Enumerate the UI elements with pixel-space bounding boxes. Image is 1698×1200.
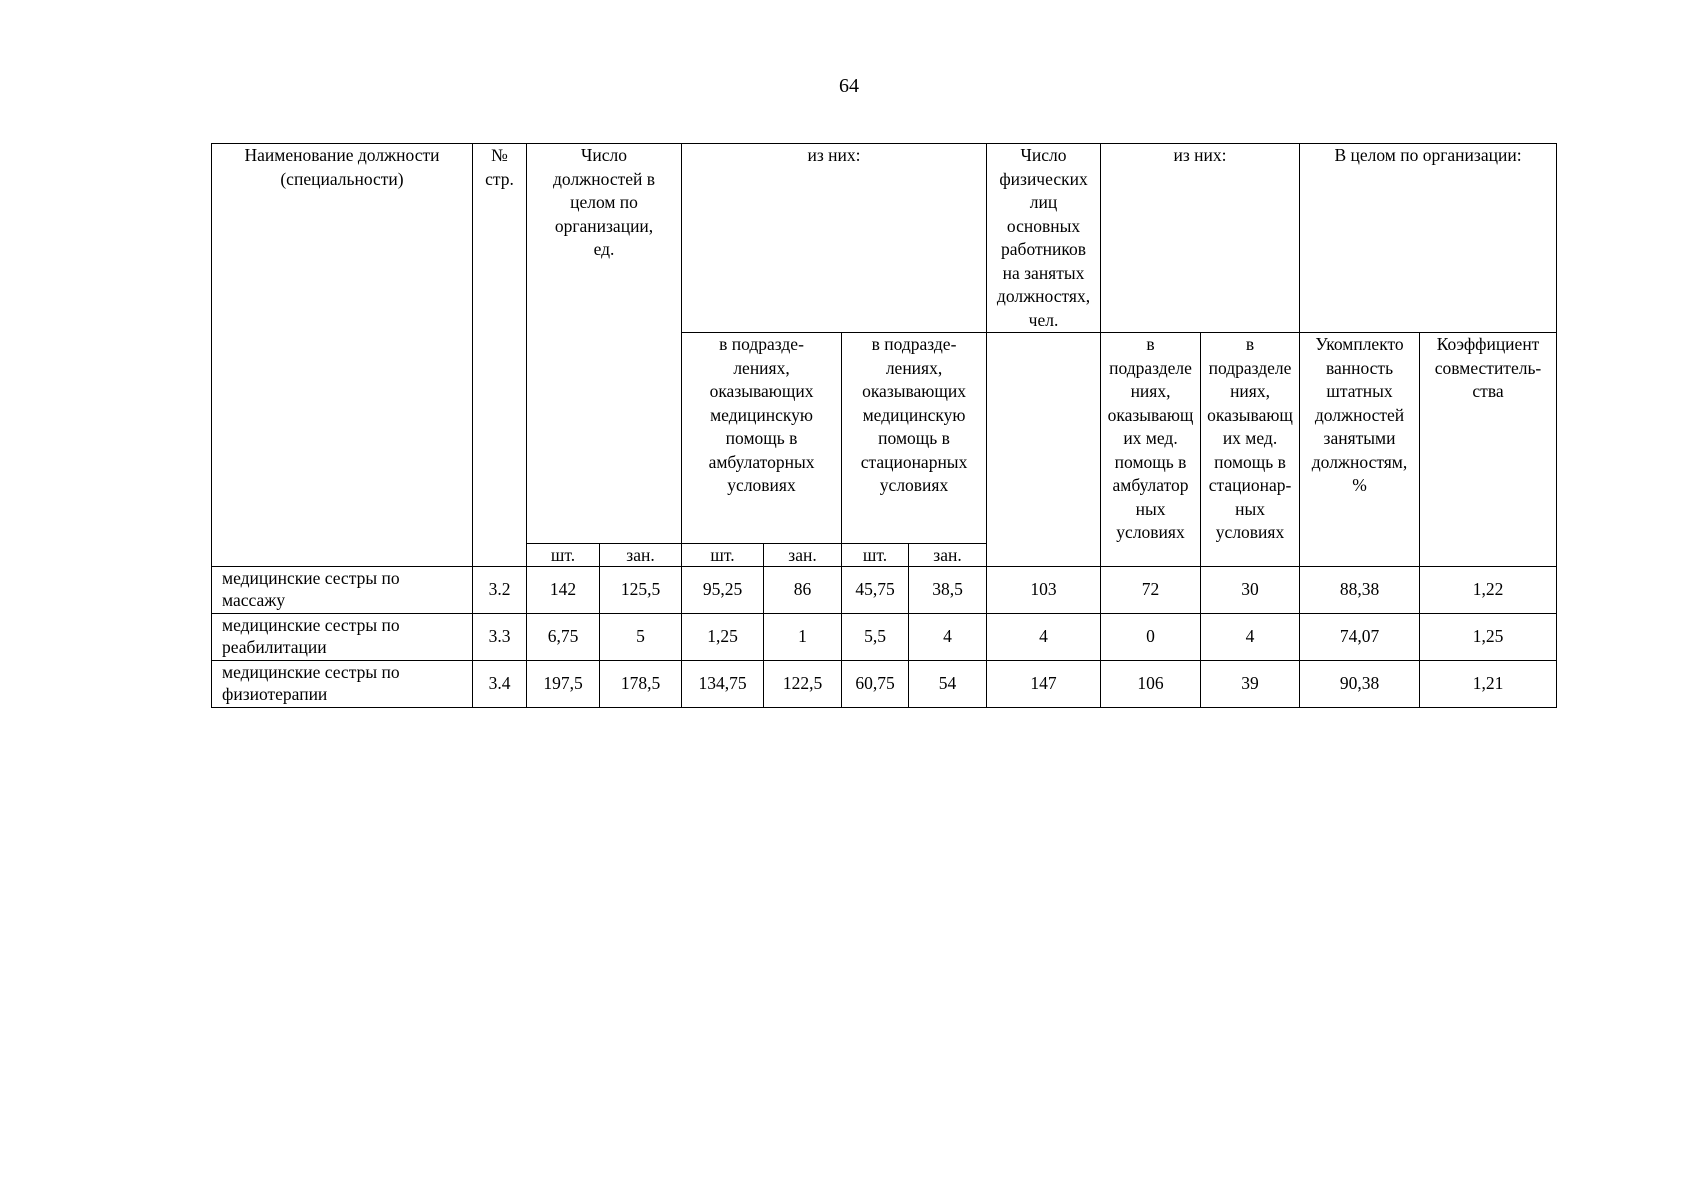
- row-no: 3.2: [473, 567, 527, 614]
- cell-coef: 1,21: [1420, 661, 1557, 708]
- table-row: [212, 567, 1557, 614]
- header-sub-ambulatory: в подразде- лениях, оказывающих медицинскую помощь в амбулаторных условиях: [682, 333, 842, 544]
- cell-amb-zan: 122,5: [764, 661, 842, 708]
- header-org-total: В целом по организации:: [1300, 144, 1557, 333]
- table-row: [212, 661, 1557, 708]
- cell-persons-inp: 4: [1201, 614, 1300, 661]
- header-of-them-1: из них:: [682, 144, 987, 333]
- header-staffing: Укомплекто ванность штатных должностей занятыми должностям, %: [1300, 333, 1420, 567]
- cell-coef: 1,25: [1420, 614, 1557, 661]
- unit-total-sht: шт.: [527, 544, 600, 567]
- cell-inp-zan: 4: [909, 614, 987, 661]
- row-name: медицинские сестры по массажу: [212, 567, 473, 614]
- cell-total-zan: 5: [600, 614, 682, 661]
- row-no: 3.3: [473, 614, 527, 661]
- staffing-table: [211, 143, 1557, 708]
- header-coefficient: Коэффициент совместитель- ства: [1420, 333, 1557, 567]
- cell-inp-zan: 54: [909, 661, 987, 708]
- cell-inp-sht: 60,75: [842, 661, 909, 708]
- unit-amb-zan: зан.: [764, 544, 842, 567]
- cell-persons-amb: 0: [1101, 614, 1201, 661]
- unit-amb-sht: шт.: [682, 544, 764, 567]
- unit-total-zan: зан.: [600, 544, 682, 567]
- row-name: медицинские сестры по реабилитации: [212, 614, 473, 661]
- cell-inp-sht: 45,75: [842, 567, 909, 614]
- cell-staffing: 88,38: [1300, 567, 1420, 614]
- cell-total-zan: 125,5: [600, 567, 682, 614]
- cell-persons: 4: [987, 614, 1101, 661]
- table-row: [212, 614, 1557, 661]
- header-persons-blank: [987, 333, 1101, 567]
- cell-persons: 103: [987, 567, 1101, 614]
- header-positions-total: Число должностей в целом по организации, ед.: [527, 144, 682, 544]
- cell-staffing: 74,07: [1300, 614, 1420, 661]
- cell-total-sht: 6,75: [527, 614, 600, 661]
- cell-total-zan: 178,5: [600, 661, 682, 708]
- cell-persons-inp: 39: [1201, 661, 1300, 708]
- header-sub-inpatient: в подразде- лениях, оказывающих медицинскую помощь в стационарных условиях: [842, 333, 987, 544]
- unit-inp-zan: зан.: [909, 544, 987, 567]
- header-row-1: [212, 144, 1557, 333]
- cell-inp-zan: 38,5: [909, 567, 987, 614]
- cell-amb-sht: 1,25: [682, 614, 764, 661]
- cell-amb-zan: 1: [764, 614, 842, 661]
- header-persons: Число физических лиц основных работников на занятых должностях, чел.: [987, 144, 1101, 333]
- page-number: 64: [839, 75, 859, 97]
- cell-amb-zan: 86: [764, 567, 842, 614]
- cell-persons-amb: 106: [1101, 661, 1201, 708]
- row-no: 3.4: [473, 661, 527, 708]
- cell-persons-amb: 72: [1101, 567, 1201, 614]
- unit-inp-sht: шт.: [842, 544, 909, 567]
- cell-amb-sht: 95,25: [682, 567, 764, 614]
- cell-inp-sht: 5,5: [842, 614, 909, 661]
- cell-persons-inp: 30: [1201, 567, 1300, 614]
- cell-persons: 147: [987, 661, 1101, 708]
- cell-staffing: 90,38: [1300, 661, 1420, 708]
- header-persons-inpatient: в подразделе ниях, оказывающ их мед. помощь в стационар- ных условиях: [1201, 333, 1300, 567]
- cell-total-sht: 142: [527, 567, 600, 614]
- header-of-them-2: из них:: [1101, 144, 1300, 333]
- header-persons-ambulatory: в подразделе ниях, оказывающ их мед. помощь в амбулатор ных условиях: [1101, 333, 1201, 567]
- row-name: медицинские сестры по физиотерапии: [212, 661, 473, 708]
- header-row-no: № стр.: [473, 144, 527, 567]
- header-name: Наименование должности (специальности): [212, 144, 473, 567]
- cell-total-sht: 197,5: [527, 661, 600, 708]
- cell-coef: 1,22: [1420, 567, 1557, 614]
- cell-amb-sht: 134,75: [682, 661, 764, 708]
